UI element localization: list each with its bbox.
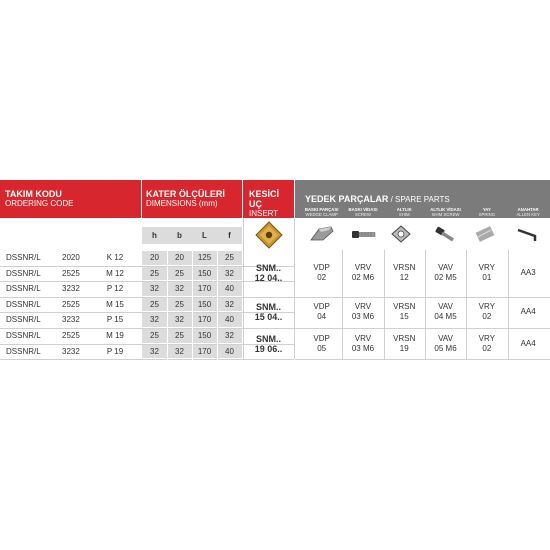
insert-title: KESİCİ UÇ (249, 189, 280, 209)
wedge-clamp-icon (309, 225, 337, 243)
row-code: DSSNR/L (6, 331, 41, 340)
spare-part-size: 04 M5 (434, 312, 457, 322)
spare-part-code: VRY (478, 302, 495, 312)
spare-part-code: VRY (478, 333, 495, 343)
row-size: 2525 (62, 268, 80, 278)
spare-part-size: 02 M5 (434, 273, 457, 283)
dim-col-divider (192, 244, 193, 361)
allen-key-code: AA3 (520, 268, 536, 278)
insert-code-line1: SNM.. (255, 302, 281, 313)
row-dim-L: 150 (197, 331, 212, 340)
ordering-code-title: TAKIM KODU (5, 189, 62, 199)
spare-part-size: 12 (399, 273, 409, 283)
group-divider (295, 359, 550, 360)
row-dim-L: 150 (197, 299, 212, 309)
row-dim-b: 25 (175, 299, 184, 309)
spare-part-size: 19 (399, 343, 409, 353)
row-dim-f: 32 (225, 331, 234, 340)
row-dim-b: 25 (175, 268, 184, 278)
row-dim-h: 25 (150, 299, 159, 309)
spare-part-size: 02 (317, 273, 327, 283)
row-dim-f: 32 (225, 268, 234, 278)
spare-part-code: VAV (438, 333, 453, 343)
row-dim-f: 40 (225, 284, 234, 294)
spare-part-size: 05 (317, 343, 327, 353)
row-dim-f: 25 (225, 253, 234, 262)
insert-code-line1: SNM.. (255, 263, 281, 274)
spare-col-subtitle-3: SHIM SCREW (431, 212, 460, 217)
spare-part-size: 04 (317, 312, 327, 322)
row-dim-h: 20 (150, 253, 159, 262)
row-dim-h: 25 (150, 331, 159, 340)
dim-col-f: f (228, 231, 231, 240)
spare-part-code: VDP (313, 333, 330, 343)
row-ref: P 19 (106, 346, 124, 356)
row-dim-f: 32 (225, 299, 234, 309)
ordering-code-header (0, 180, 141, 218)
spare-col-title-5: ANAHTAR (517, 207, 539, 212)
row-size: 2020 (62, 253, 80, 262)
spare-part-code: VRV (354, 333, 372, 343)
row-ref: P 15 (106, 315, 124, 325)
spare-col-subtitle-1: SCREW (354, 212, 371, 217)
row-code: DSSNR/L (6, 253, 41, 262)
spare-part-size: 02 (482, 312, 492, 322)
dim-col-divider (167, 244, 168, 361)
spare-col-title-0: BASKI PARÇASI (304, 207, 339, 212)
row-size: 3232 (62, 315, 80, 325)
row-dim-b: 20 (175, 253, 184, 262)
row-dim-L: 170 (197, 315, 212, 325)
spare-parts-header: YEDEK PARÇALAR / SPARE PARTS (295, 180, 550, 218)
spare-part-size: 15 (399, 312, 409, 322)
group-divider (295, 328, 550, 329)
screw-icon (350, 225, 378, 243)
dim-col-h: h (152, 231, 157, 240)
row-code: DSSNR/L (6, 284, 41, 294)
allen-key-icon (515, 225, 543, 243)
spare-part-code: VRSN (393, 333, 416, 343)
spare-part-size: 03 M6 (351, 343, 375, 353)
spare-col-divider (384, 250, 385, 359)
row-dim-h: 32 (150, 315, 159, 325)
row-code: DSSNR/L (6, 346, 41, 356)
row-code: DSSNR/L (6, 315, 41, 325)
row-code: DSSNR/L (6, 299, 41, 309)
row-dim-b: 32 (175, 284, 184, 294)
insert-col-divider-left (243, 218, 244, 359)
allen-key-code: AA4 (520, 307, 536, 317)
dimensions-subtitle: DIMENSIONS (mm) (146, 199, 218, 208)
spare-col-subtitle-0: WEDGE CLAMP (305, 212, 338, 217)
row-code: DSSNR/L (6, 268, 41, 278)
dim-col-L: L (202, 231, 207, 240)
row-dim-h: 32 (150, 346, 159, 356)
spare-part-code: VRSN (393, 302, 416, 312)
spare-part-code: VAV (438, 302, 453, 312)
row-size: 2525 (62, 331, 80, 340)
spare-part-code: VRY (478, 263, 495, 273)
row-size: 2525 (62, 299, 80, 309)
spare-part-size: 01 (482, 273, 492, 283)
row-dim-b: 25 (175, 331, 184, 340)
spare-part-size: 05 M6 (434, 343, 457, 353)
spare-col-divider (342, 250, 343, 359)
spare-parts-subtitle: SPARE PARTS (395, 195, 450, 204)
spare-col-divider (508, 250, 509, 359)
spare-part-code: VDP (313, 263, 330, 273)
spare-col-title-2: ALTLIK (396, 207, 412, 212)
row-size: 3232 (62, 284, 80, 294)
insert-col-divider (294, 218, 295, 359)
row-ref: M 12 (106, 268, 124, 278)
row-dim-h: 25 (150, 268, 159, 278)
row-dim-h: 32 (150, 284, 159, 294)
insert-icon (254, 220, 284, 250)
shim-screw-icon (433, 225, 461, 243)
row-size: 3232 (62, 346, 80, 356)
spare-col-divider (466, 250, 467, 359)
row-dim-L: 150 (197, 268, 212, 278)
spare-col-title-4: YAY (482, 207, 491, 212)
spare-part-size: 02 (482, 343, 492, 353)
row-dim-f: 40 (225, 346, 234, 356)
dim-col-b: b (177, 231, 182, 240)
insert-subtitle: INSERT (249, 209, 279, 218)
row-dim-b: 32 (175, 346, 184, 356)
insert-code-line2: 15 04.. (254, 312, 283, 323)
row-dim-L: 170 (197, 284, 212, 294)
spare-col-title-1: BASKI VİDASI (348, 207, 378, 212)
row-ref: K 12 (106, 253, 124, 262)
insert-header (243, 180, 294, 218)
spare-parts-title: YEDEK PARÇALAR (305, 194, 389, 204)
row-dim-L: 125 (197, 253, 212, 262)
spare-col-title-3: ALTLIK VİDASI (430, 207, 461, 212)
insert-code-line2: 19 06.. (254, 343, 283, 354)
row-divider (0, 359, 294, 360)
group-divider (295, 297, 550, 298)
spare-part-code: VRV (354, 302, 372, 312)
spare-part-code: VRSN (393, 263, 416, 273)
spare-col-subtitle-4: SPRING (478, 212, 496, 217)
spare-part-code: VRV (354, 263, 372, 273)
row-ref: M 19 (106, 331, 124, 340)
spare-part-size: 02 M6 (351, 273, 375, 283)
dim-col-divider (217, 244, 218, 361)
shim-icon (391, 225, 419, 243)
spare-part-size: 03 M6 (351, 312, 375, 322)
row-dim-L: 170 (197, 346, 212, 356)
row-ref: P 12 (106, 284, 124, 294)
spare-col-subtitle-2: SHIM (398, 212, 410, 217)
row-dim-b: 32 (175, 315, 184, 325)
insert-code-line2: 12 04.. (254, 273, 283, 284)
dimensions-header (142, 180, 242, 218)
insert-code-line1: SNM.. (255, 333, 281, 344)
spare-part-code: VDP (313, 302, 330, 312)
spare-part-code: VAV (438, 263, 453, 273)
spring-icon (474, 225, 502, 243)
ordering-code-subtitle: ORDERING CODE (5, 199, 74, 208)
row-ref: M 15 (106, 299, 124, 309)
allen-key-code: AA4 (520, 338, 536, 348)
row-dim-f: 40 (225, 315, 234, 325)
spare-col-divider (425, 250, 426, 359)
dimensions-title: KATER ÖLÇÜLERİ (146, 189, 225, 199)
spare-col-subtitle-5: ALLEN KEY (516, 212, 540, 217)
